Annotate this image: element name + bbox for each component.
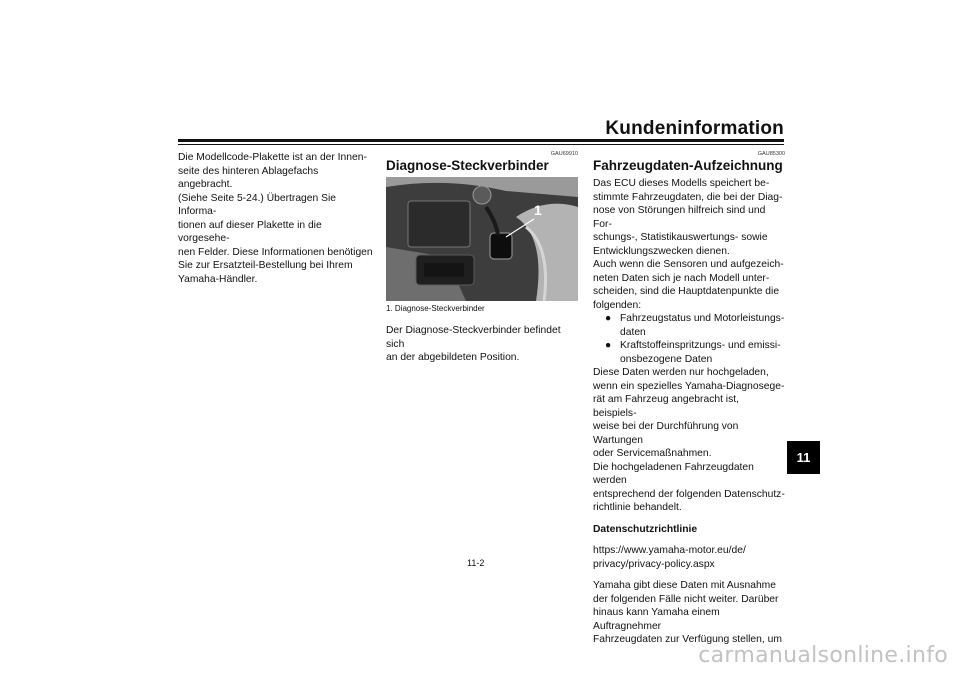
text-line: tionen auf dieser Plakette in die vorgesehe- <box>178 219 322 244</box>
photo-illustration <box>386 177 578 301</box>
privacy-url-line: privacy/privacy-policy.aspx <box>593 558 715 570</box>
photo-caption: 1. Diagnose-Steckverbinder <box>386 304 485 313</box>
text-line: Entwicklungszwecken dienen. <box>593 245 730 257</box>
text-line: richtlinie behandelt. <box>593 502 682 513</box>
photo-callout-number: 1 <box>534 202 542 218</box>
text-line: stimmte Fahrzeugdaten, die bei der Diag- <box>593 191 783 203</box>
text-line: Fahrzeugdaten zur Verfügung stellen, um <box>593 634 782 645</box>
bullet-icon: ● <box>605 313 612 324</box>
text-line: scheiden, sind die Hauptdatenpunkte die <box>593 286 780 297</box>
subheading: Datenschutzrichtlinie <box>593 523 698 535</box>
right-column <box>593 151 785 647</box>
text-line: Kraftstoffeinspritzungs- und emissi- <box>620 340 781 351</box>
privacy-url-line: https://www.yamaha-motor.eu/de/ <box>593 545 746 556</box>
page-number: 11-2 <box>467 558 485 568</box>
text-line: nen Felder. Diese Informationen benötigen <box>178 246 373 258</box>
text-line: rät am Fahrzeug angebracht ist, beispiels- <box>593 394 739 419</box>
text-line: Das ECU dieses Modells speichert be- <box>593 178 770 189</box>
diagnostic-connector-photo <box>386 177 578 301</box>
text-line: Sie zur Ersatzteil-Bestellung bei Ihrem <box>178 260 353 271</box>
middle-column <box>386 151 578 365</box>
text-line: Diese Daten werden nur hochgeladen, <box>593 367 769 378</box>
text-line: Yamaha-Händler. <box>178 273 258 285</box>
text-line: Fahrzeugstatus und Motorleistungs- <box>620 313 785 324</box>
page-title: Kundeninformation <box>605 118 784 139</box>
text-line: der folgenden Fälle nicht weiter. Darüber <box>593 593 779 605</box>
text-line: Auch wenn die Sensoren und aufgezeich- <box>593 259 784 270</box>
text-line: Die hochgeladenen Fahrzeugdaten werden <box>593 461 754 486</box>
chapter-tab: 11 <box>787 441 820 474</box>
text-line: schungs-, Statistikauswertungs- sowie <box>593 232 768 243</box>
text-line: onsbezogene Daten <box>620 353 713 365</box>
text-line: Der Diagnose-Steckverbinder befindet sich <box>386 325 561 350</box>
text-line: wenn ein spezielles Yamaha-Diagnosege- <box>593 380 785 392</box>
text-line: hinaus kann Yamaha einem Auftragnehmer <box>593 607 720 632</box>
text-line: entsprechend der folgenden Datenschutz- <box>593 488 785 500</box>
header-rule-thick <box>178 139 784 142</box>
text-line: nose von Störungen hilfreich sind und For- <box>593 205 766 230</box>
text-line: oder Servicemaßnahmen. <box>593 448 712 459</box>
text-line: folgenden: <box>593 299 642 311</box>
bullet-item <box>593 312 785 339</box>
bullet-icon: ● <box>605 340 612 351</box>
text-line: seite des hinteren Ablagefachs angebracht. <box>178 165 319 190</box>
text-line: Yamaha gibt diese Daten mit Ausnahme <box>593 580 776 591</box>
section-heading: Diagnose-Steckverbinder <box>386 158 549 173</box>
section-heading: Fahrzeugdaten-Aufzeichnung <box>593 158 783 173</box>
watermark: carmanualsonline.info <box>698 643 948 668</box>
text-line: Die Modellcode-Plakette ist an der Innen- <box>178 152 367 163</box>
bullet-item <box>593 339 785 366</box>
text-line: an der abgebildeten Position. <box>386 352 520 363</box>
header-rule-thin <box>178 144 784 145</box>
text-line: daten <box>620 326 646 338</box>
text-line: weise bei der Durchführung von Wartungen <box>593 421 739 446</box>
left-column <box>178 151 374 286</box>
section-code: GAU69910 <box>550 151 578 157</box>
text-line: (Siehe Seite 5-24.) Übertragen Sie Informa- <box>178 192 336 217</box>
section-code: GAU85300 <box>757 151 785 157</box>
text-line: neten Daten sich je nach Modell unter- <box>593 272 770 284</box>
